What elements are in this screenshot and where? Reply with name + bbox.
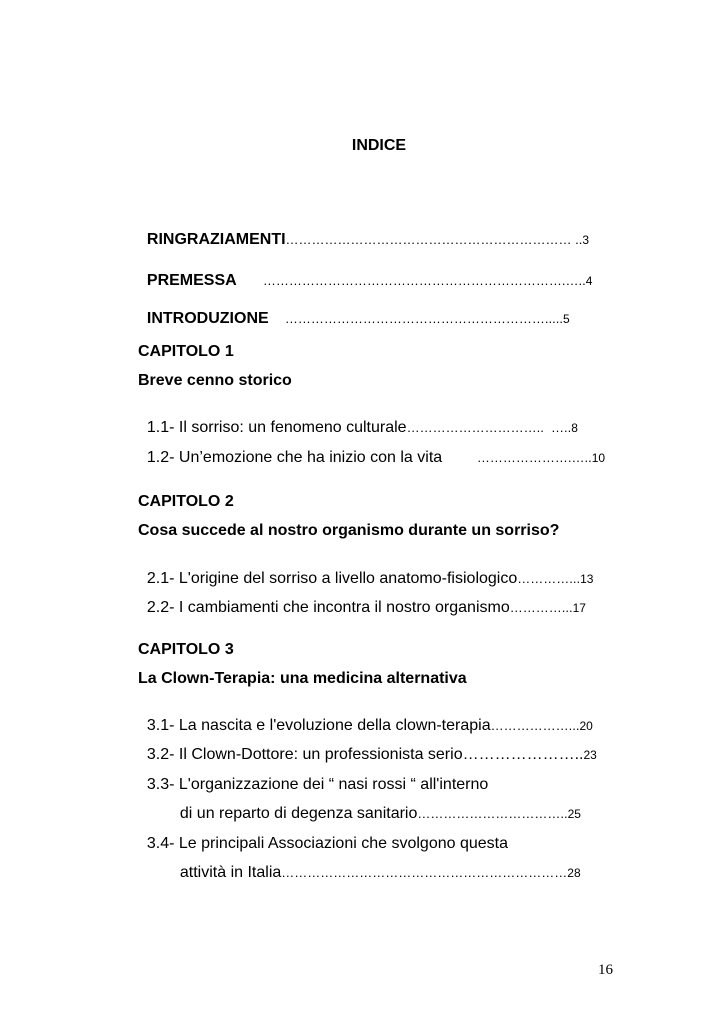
page-ref: 10 xyxy=(591,451,606,465)
page-ref: 5 xyxy=(562,312,570,326)
entry-label: 2.1- L'origine del sorriso a livello anatomo-fisiologico xyxy=(146,570,518,587)
page-ref: 20 xyxy=(579,719,593,733)
leader-dots: ……………………………………………………..... xyxy=(284,311,563,326)
leader-dots: ………………... xyxy=(490,718,580,733)
toc-entry-ringraziamenti xyxy=(138,213,589,249)
toc-leader-premessa xyxy=(254,254,592,290)
page-ref: 13 xyxy=(580,572,594,586)
leader-dots: ………………………….. ….. xyxy=(406,420,572,435)
page-ref: 25 xyxy=(567,807,581,821)
toc-entry-continuation xyxy=(171,846,581,882)
page-ref: 4 xyxy=(585,274,593,288)
leader-dots: ………………………………………………………… .. xyxy=(285,232,583,247)
page-ref: 3 xyxy=(582,233,590,247)
chapter-heading: CAPITOLO 1 xyxy=(138,343,234,360)
chapter-subtitle: Cosa succede al nostro organismo durante un sorriso? xyxy=(138,522,560,539)
leader-dots: ………………….. xyxy=(462,746,584,763)
leader-dots: …………... xyxy=(509,600,573,615)
chapter-heading: CAPITOLO 3 xyxy=(138,641,234,658)
page-ref: 8 xyxy=(571,421,578,435)
entry-label: attività in Italia xyxy=(179,864,282,881)
entry-label: PREMESSA xyxy=(146,272,237,289)
toc-entry xyxy=(138,431,442,467)
entry-label: INTRODUZIONE xyxy=(146,310,269,327)
leader-dots: ………………………………………………………… xyxy=(281,865,568,880)
entry-label: 1.2- Un’emozione che ha inizio con la vita xyxy=(146,449,443,466)
toc-leader-introduzione xyxy=(276,292,570,328)
entry-label: 2.2- I cambiamenti che incontra il nostro organismo xyxy=(146,599,510,616)
page-ref: 23 xyxy=(583,748,597,762)
leader-dots: …………... xyxy=(517,571,581,586)
leader-dots: …………………………………………………………….….. xyxy=(262,273,586,288)
toc-entry-premessa xyxy=(138,254,237,290)
chapter-subtitle: La Clown-Terapia: una medicina alternativa xyxy=(138,670,467,687)
entry-label: 3.1- La nascita e l'evoluzione della clown-terapia xyxy=(146,717,491,734)
toc-entry xyxy=(138,581,586,617)
page-ref: 28 xyxy=(567,866,581,880)
chapter-heading: CAPITOLO 2 xyxy=(138,493,234,510)
leader-dots: …………………………….. xyxy=(417,806,568,821)
page-title: INDICE xyxy=(351,137,407,154)
leader-dots: ………………….….. xyxy=(476,450,592,465)
entry-label: 3.3- L'organizzazione dei “ nasi rossi “ all'interno xyxy=(146,776,489,793)
entry-label: di un reparto di degenza sanitario xyxy=(179,805,418,822)
entry-label: RINGRAZIAMENTI xyxy=(146,231,286,248)
toc-leader xyxy=(468,431,605,467)
entry-label: 3.4- Le principali Associazioni che svolgono questa xyxy=(146,835,508,852)
page-number: 16 xyxy=(598,962,613,978)
chapter-subtitle: Breve cenno storico xyxy=(138,372,292,389)
page-ref: 17 xyxy=(572,601,586,615)
entry-label: 1.1- Il sorriso: un fenomeno culturale xyxy=(146,419,407,436)
toc-entry-introduzione xyxy=(138,292,269,328)
entry-label: 3.2- Il Clown-Dottore: un professionista serio xyxy=(146,746,463,763)
